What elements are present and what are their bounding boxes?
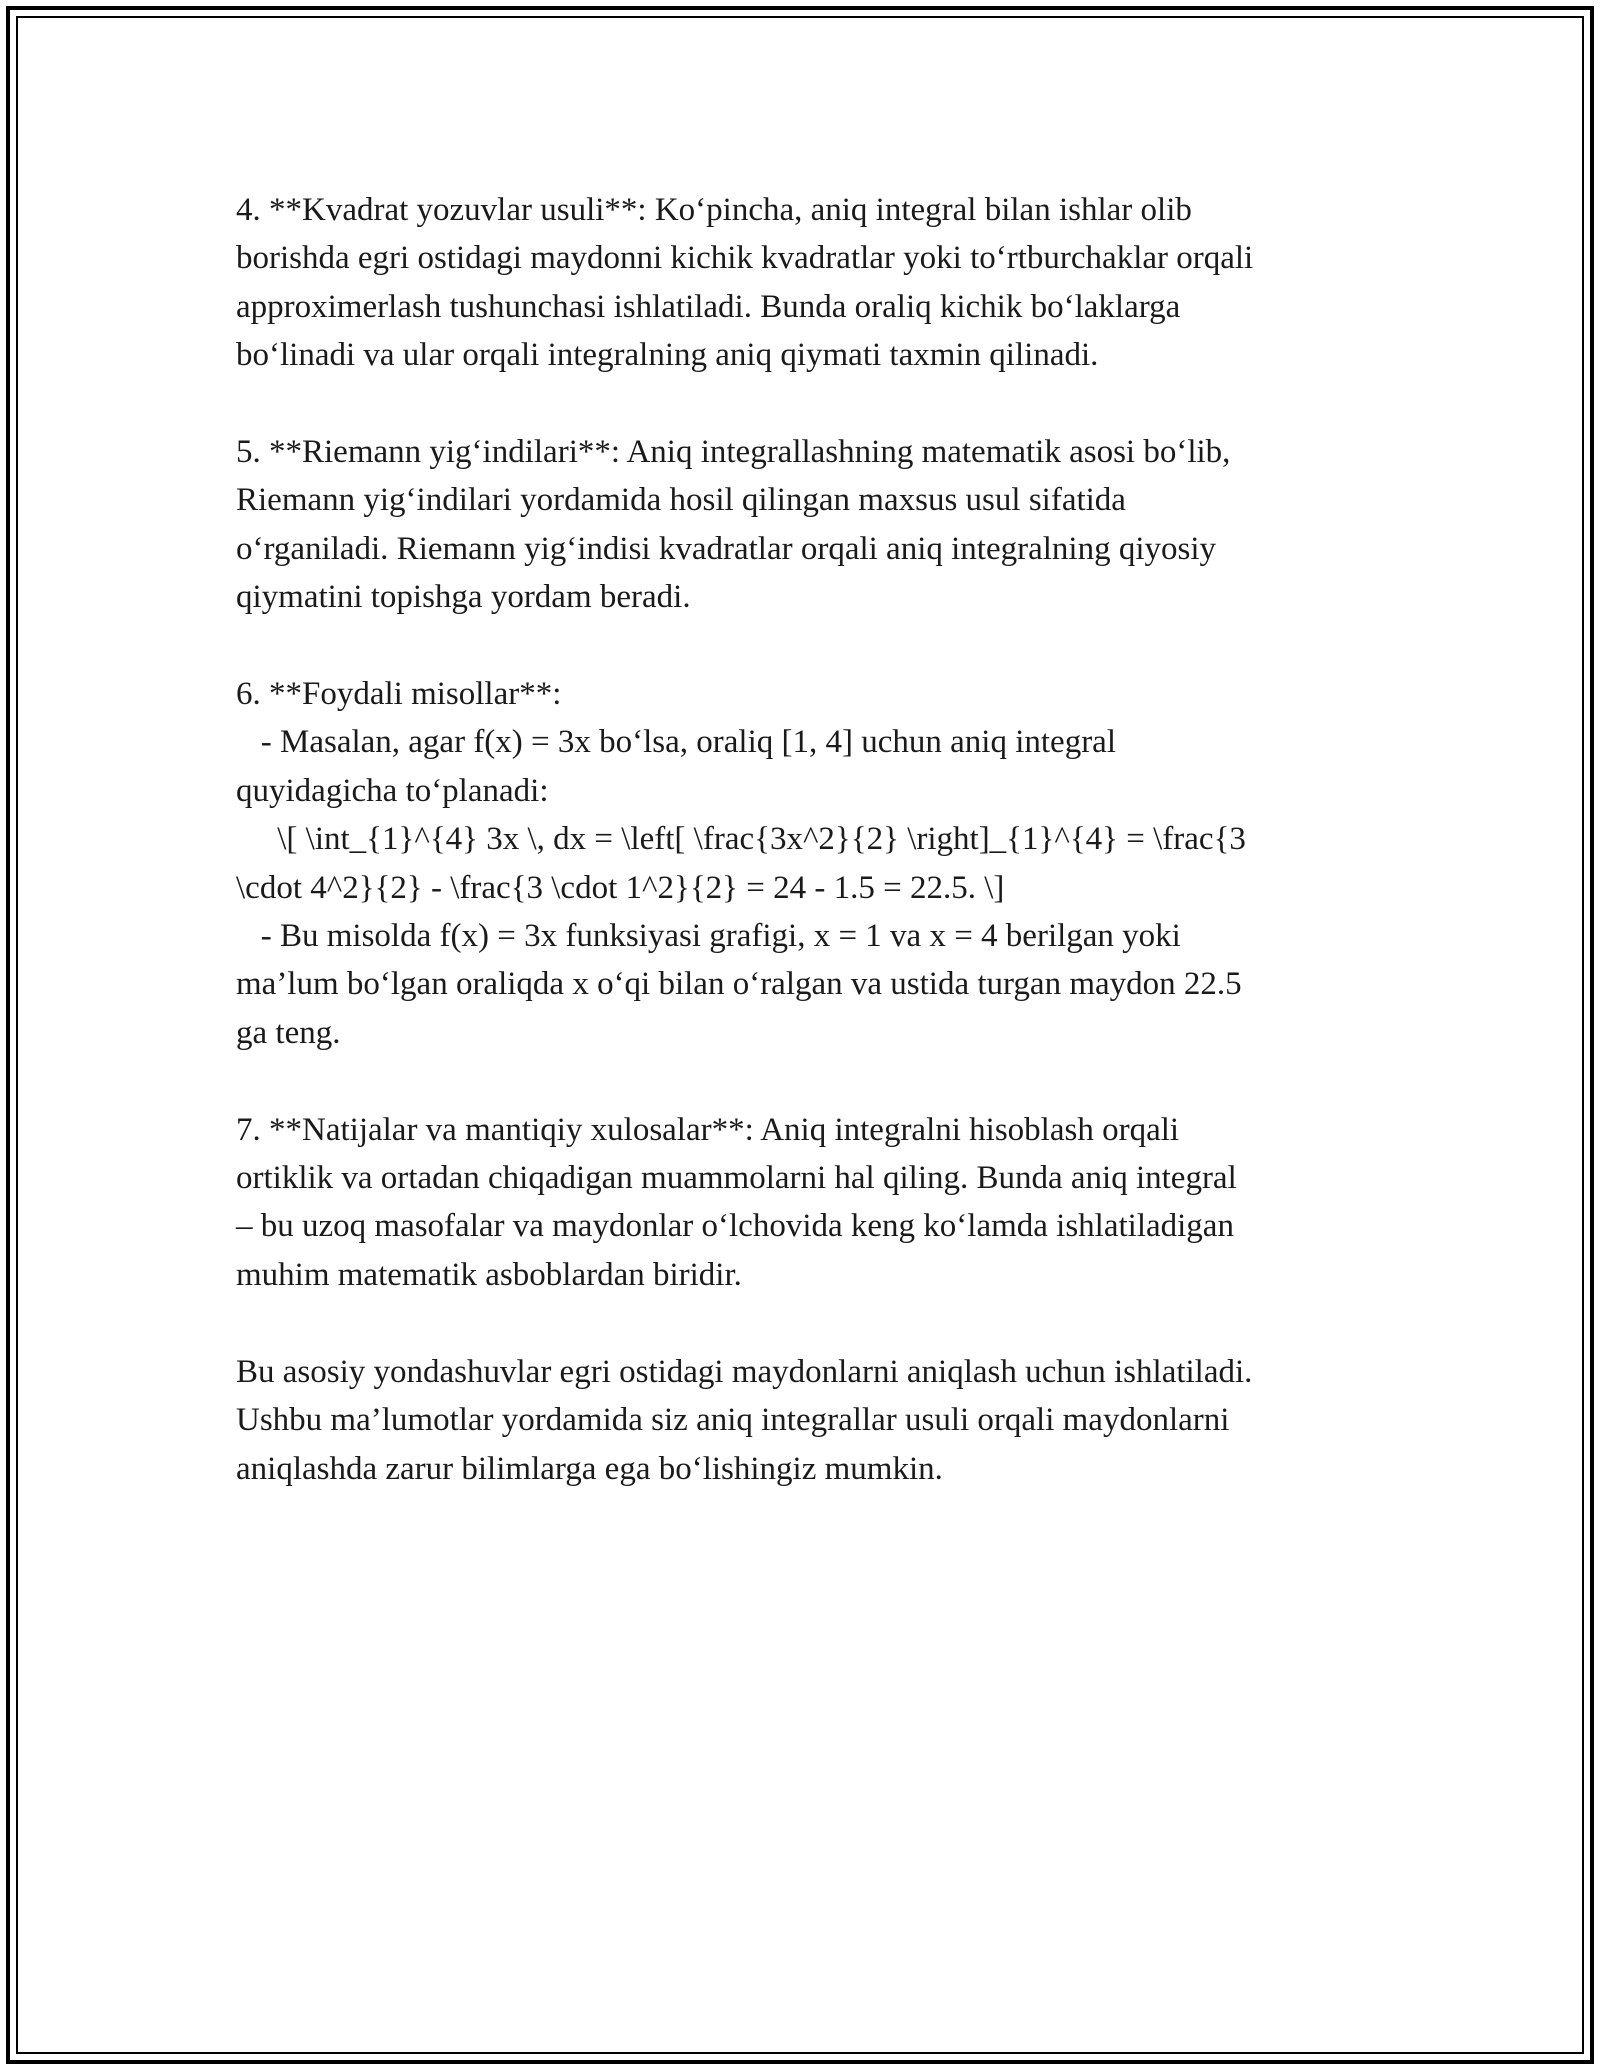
- formula-line: \[ \int_{1}^{4} 3x \, dx = \left[ \frac{3x^2}{2} \right]_{1}^{4} = \frac{3: [236, 821, 1246, 858]
- text-line: muhim matematik asboblardan biridir.: [236, 1256, 742, 1293]
- text-line: borishda egri ostidagi maydonni kichik kvadratlar yoki to‘rtburchaklar orqali: [236, 240, 1254, 277]
- text-line: bo‘linadi va ular orqali integralning aniq qiymati taxmin qilinadi.: [236, 337, 1099, 374]
- text-line: aniqlashda zarur bilimlarga ega bo‘lishingiz mumkin.: [236, 1450, 943, 1487]
- paragraph-conclusion: [236, 1348, 1386, 1493]
- formula-line: \cdot 4^2}{2} - \frac{3 \cdot 1^2}{2} = 24 - 1.5 = 22.5. \]: [236, 869, 1005, 906]
- text-line: - Bu misolda f(x) = 3x funksiyasi grafigi, x = 1 va x = 4 berilgan yoki: [236, 918, 1181, 955]
- text-line: Ushbu ma’lumotlar yordamida siz aniq integrallar usuli orqali maydonlarni: [236, 1402, 1230, 1439]
- text-line: – bu uzoq masofalar va maydonlar o‘lchovida keng ko‘lamda ishlatiladigan: [236, 1208, 1234, 1245]
- text-line: ga teng.: [236, 1014, 341, 1051]
- text-line: qiymatini topishga yordam beradi.: [236, 579, 691, 616]
- paragraph-kvadrat-yozuvlar: [236, 186, 1386, 380]
- text-line: approximerlash tushunchasi ishlatiladi. Bunda oraliq kichik bo‘laklarga: [236, 288, 1181, 325]
- paragraph-natijalar: [236, 1106, 1386, 1300]
- document-body: [236, 186, 1386, 1541]
- text-line: 7. **Natijalar va mantiqiy xulosalar**: Aniq integralni hisoblash orqali: [236, 1111, 1180, 1148]
- paragraph-foydali-misollar: [236, 670, 1386, 1057]
- text-line: ortiklik va ortadan chiqadigan muammolarni hal qiling. Bunda aniq integral: [236, 1160, 1237, 1197]
- text-line: Bu asosiy yondashuvlar egri ostidagi maydonlarni aniqlash uchun ishlatiladi.: [236, 1353, 1253, 1390]
- text-line: ma’lum bo‘lgan oraliqda x o‘qi bilan o‘ralgan va ustida turgan maydon 22.5: [236, 966, 1242, 1003]
- text-line: - Masalan, agar f(x) = 3x bo‘lsa, oraliq [1, 4] uchun aniq integral: [236, 724, 1116, 761]
- paragraph-riemann: [236, 428, 1386, 622]
- text-line: 4. **Kvadrat yozuvlar usuli**: Ko‘pincha, aniq integral bilan ishlar olib: [236, 192, 1192, 228]
- text-line: 6. **Foydali misollar**:: [236, 676, 562, 713]
- text-line: quyidagicha to‘planadi:: [236, 772, 549, 809]
- text-line: Riemann yig‘indilari yordamida hosil qilingan maxsus usul sifatida: [236, 482, 1126, 519]
- text-line: o‘rganiladi. Riemann yig‘indisi kvadratlar orqali aniq integralning qiyosiy: [236, 530, 1217, 567]
- text-line: 5. **Riemann yig‘indilari**: Aniq integrallashning matematik asosi bo‘lib,: [236, 434, 1231, 471]
